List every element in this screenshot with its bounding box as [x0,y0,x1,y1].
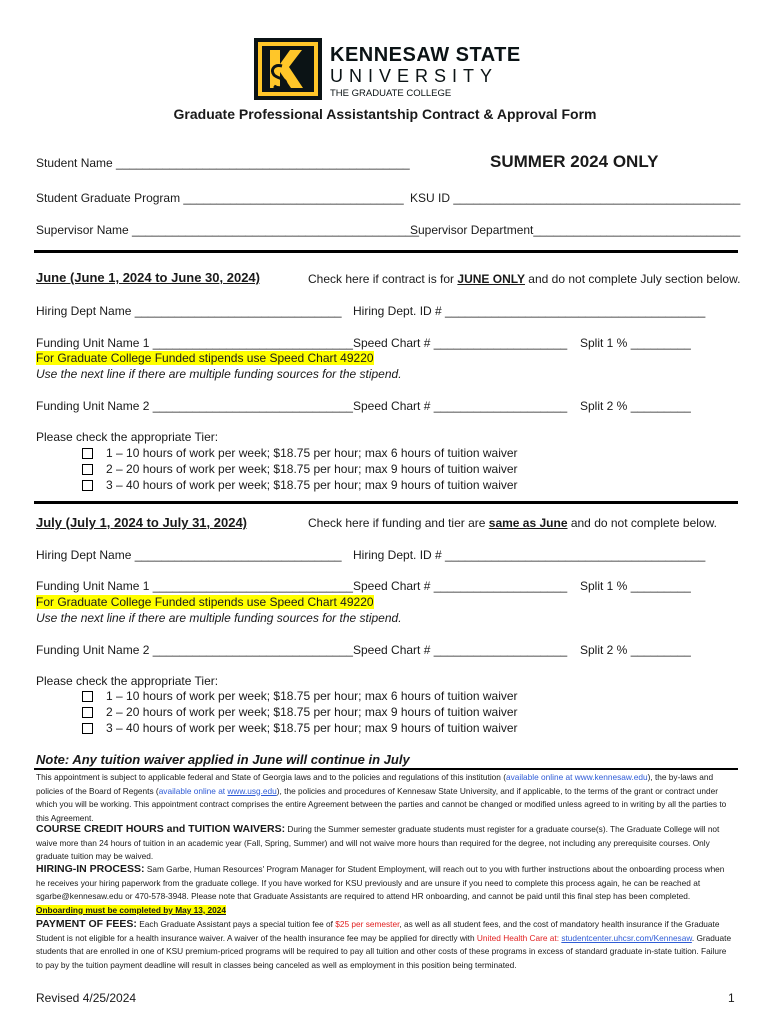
payment-text-2: , as well as all student fees, and the cost of mandatory health insurance if the Graduate Student is not eligible for a health insurance waiver. A waiver of the health insurance fee may be applied for directly with [36,919,720,943]
july-hiring-id-field[interactable]: Hiring Dept. ID # _______________________________________ [353,548,706,562]
credit-hours-paragraph [36,823,734,864]
july-multiple-funding-note: Use the next line if there are multiple funding sources for the stipend. [36,611,402,625]
student-name-field[interactable]: Student Name ____________________________________________ [36,156,410,170]
program-field[interactable]: Student Graduate Program _________________________________ [36,191,404,205]
june-tier-1-label: 1 – 10 hours of work per week; $18.75 per hour; max 6 hours of tuition waiver [106,446,518,460]
payment-of-fees-paragraph [36,918,734,972]
page-number: 1 [728,991,735,1005]
june-note-underline: JUNE ONLY [457,272,525,286]
credit-hours-body: During the Summer semester graduate students must register for a graduate course(s). The Graduate College will not waive more than 24 hours of tuition in an academic year (Fall, Spring, Summer) and will not waive more hours than required for the degree, not including any prerequisite courses. Only graduate tuition may be waived. [36,824,720,861]
june-speed-chart-note: For Graduate College Funded stipends use Speed Chart 49220 [36,351,374,365]
july-speed-chart-2-field[interactable]: Speed Chart # ____________________ [353,643,568,657]
revised-date: Revised 4/25/2024 [36,991,137,1005]
uhc-link[interactable]: studentcenter.uhcsr.com/Kennesaw [561,932,692,943]
payment-text-1: Each Graduate Assistant pays a special tuition fee of [136,919,336,929]
july-tier-label: Please check the appropriate Tier: [36,674,219,688]
july-hiring-dept-field[interactable]: Hiring Dept Name _______________________________ [36,548,342,562]
june-tier-3-checkbox[interactable] [82,480,93,491]
july-funding-unit-1-field[interactable]: Funding Unit Name 1 ______________________________ [36,579,353,593]
june-note-pre: Check here if contract is for [308,272,458,286]
july-note-underline: same as June [488,516,568,530]
june-split-2-field[interactable]: Split 2 % _________ [580,399,691,413]
hiring-in-paragraph [36,863,734,917]
section-divider [34,501,738,504]
june-speed-chart-1-field[interactable]: Speed Chart # ____________________ [353,336,568,350]
ksu-logo [252,36,522,104]
july-tier-2-label: 2 – 20 hours of work per week; $18.75 per hour; max 9 hours of tuition waiver [106,705,518,719]
payment-lead: PAYMENT OF FEES: [36,918,137,930]
section-divider [34,250,738,253]
june-heading: June (June 1, 2024 to June 30, 2024) [36,270,260,285]
supervisor-name-field[interactable]: Supervisor Name ___________________________________________ [36,223,420,237]
summer-label: SUMMER 2024 ONLY [490,152,659,171]
july-heading: July (July 1, 2024 to July 31, 2024) [36,515,248,530]
july-tier-1-checkbox[interactable] [82,691,93,702]
july-speed-chart-note: For Graduate College Funded stipends use Speed Chart 49220 [36,595,374,609]
section-divider [34,768,738,770]
logo-name-line3: THE GRADUATE COLLEGE [330,88,452,99]
june-multiple-funding-note: Use the next line if there are multiple funding sources for the stipend. [36,367,402,381]
logo-name-line2: UNIVERSITY [330,66,499,86]
ksu-monogram-icon [252,36,324,102]
usg-link-prefix[interactable]: available online at [158,785,228,796]
july-tier-2-checkbox[interactable] [82,707,93,718]
para1-text-3: ), the policies and procedures of Kennesaw State University, and if applicable, to the terms of the grant or contract under which you will be working. This appointment contract comprises the entire Agreement between the parties and cannot be changed or modified unless agreed to in writing by all the parties to this Agreement. [36,785,727,823]
supervisor-dept-field[interactable]: Supervisor Department_______________________________ [410,223,741,237]
june-speed-chart-2-field[interactable]: Speed Chart # ____________________ [353,399,568,413]
june-hiring-dept-field[interactable]: Hiring Dept Name _______________________________ [36,304,342,318]
kennesaw-link[interactable]: available online at www.kennesaw.edu [505,772,648,782]
hiring-in-lead: HIRING-IN PROCESS: [36,863,145,875]
para1-text-2: ), the by-laws and policies of the Board of Regents ( [36,772,714,796]
form-title: Graduate Professional Assistantship Contract & Approval Form [173,106,597,122]
july-split-2-field[interactable]: Split 2 % _________ [580,643,691,657]
fee-amount: $25 per semester [335,919,400,929]
onboarding-deadline: Onboarding must be completed by May 13, 2024 [36,904,226,915]
appointment-paragraph [36,771,734,825]
usg-link[interactable]: www.usg.edu [227,785,277,796]
july-tier-1-label: 1 – 10 hours of work per week; $18.75 per hour; max 6 hours of tuition waiver [106,689,518,703]
payment-text-3: . Graduate students that are enrolled in one of KSU premium-priced programs will be required to pay all tuition and other costs of these programs in excess of standard graduate in-state tuition. Failure to pay by the tuition payment deadline will result in classes being canceled as well as employment in this position being terminated. [36,932,732,970]
credit-hours-lead: COURSE CREDIT HOURS and TUITION WAIVERS: [36,823,286,835]
june-tier-2-label: 2 – 20 hours of work per week; $18.75 per hour; max 9 hours of tuition waiver [106,462,518,476]
june-split-1-field[interactable]: Split 1 % _________ [580,336,691,350]
ksu-id-field[interactable]: KSU ID ___________________________________________ [410,191,741,205]
logo-name-line1: KENNESAW STATE [330,44,521,66]
june-tier-label: Please check the appropriate Tier: [36,430,219,444]
july-funding-unit-2-field[interactable]: Funding Unit Name 2 ______________________________ [36,643,353,657]
tuition-waiver-note: Note: Any tuition waiver applied in June will continue in July [36,752,410,767]
july-speed-chart-1-field[interactable]: Speed Chart # ____________________ [353,579,568,593]
june-funding-unit-1-field[interactable]: Funding Unit Name 1 ______________________________ [36,336,353,350]
june-hiring-id-field[interactable]: Hiring Dept. ID # _______________________________________ [353,304,706,318]
june-funding-unit-2-field[interactable]: Funding Unit Name 2 ______________________________ [36,399,353,413]
para1-text-1: This appointment is subject to applicable federal and State of Georgia laws and to the policies and regulations of this institution ( [36,772,506,782]
july-tier-3-checkbox[interactable] [82,723,93,734]
june-note-post: and do not complete July section below. [524,272,741,286]
july-note-pre: Check here if funding and tier are [308,516,489,530]
june-only-note[interactable] [308,272,740,286]
uhc-label: United Health Care at: [476,932,560,943]
july-note-post: and do not complete below. [567,516,717,530]
hiring-in-body: Sam Garbe, Human Resources' Program Manager for Student Employment, will reach out to you with further instructions about the onboarding process when he receives your hiring paperwork from the graduate college. If you have worked for KSU previously and are unsure if you need to complete this process again, he can be reached at sgarbe@kennesaw.edu or 470-578-3948. Please note that Graduate Assistants are required to attend HR onboarding, and cannot be paid until this final step has been completed. [36,864,725,901]
june-tier-2-checkbox[interactable] [82,464,93,475]
july-tier-3-label: 3 – 40 hours of work per week; $18.75 per hour; max 9 hours of tuition waiver [106,721,518,735]
june-tier-1-checkbox[interactable] [82,448,93,459]
july-same-note[interactable] [308,516,717,530]
june-tier-3-label: 3 – 40 hours of work per week; $18.75 per hour; max 9 hours of tuition waiver [106,478,518,492]
july-split-1-field[interactable]: Split 1 % _________ [580,579,691,593]
